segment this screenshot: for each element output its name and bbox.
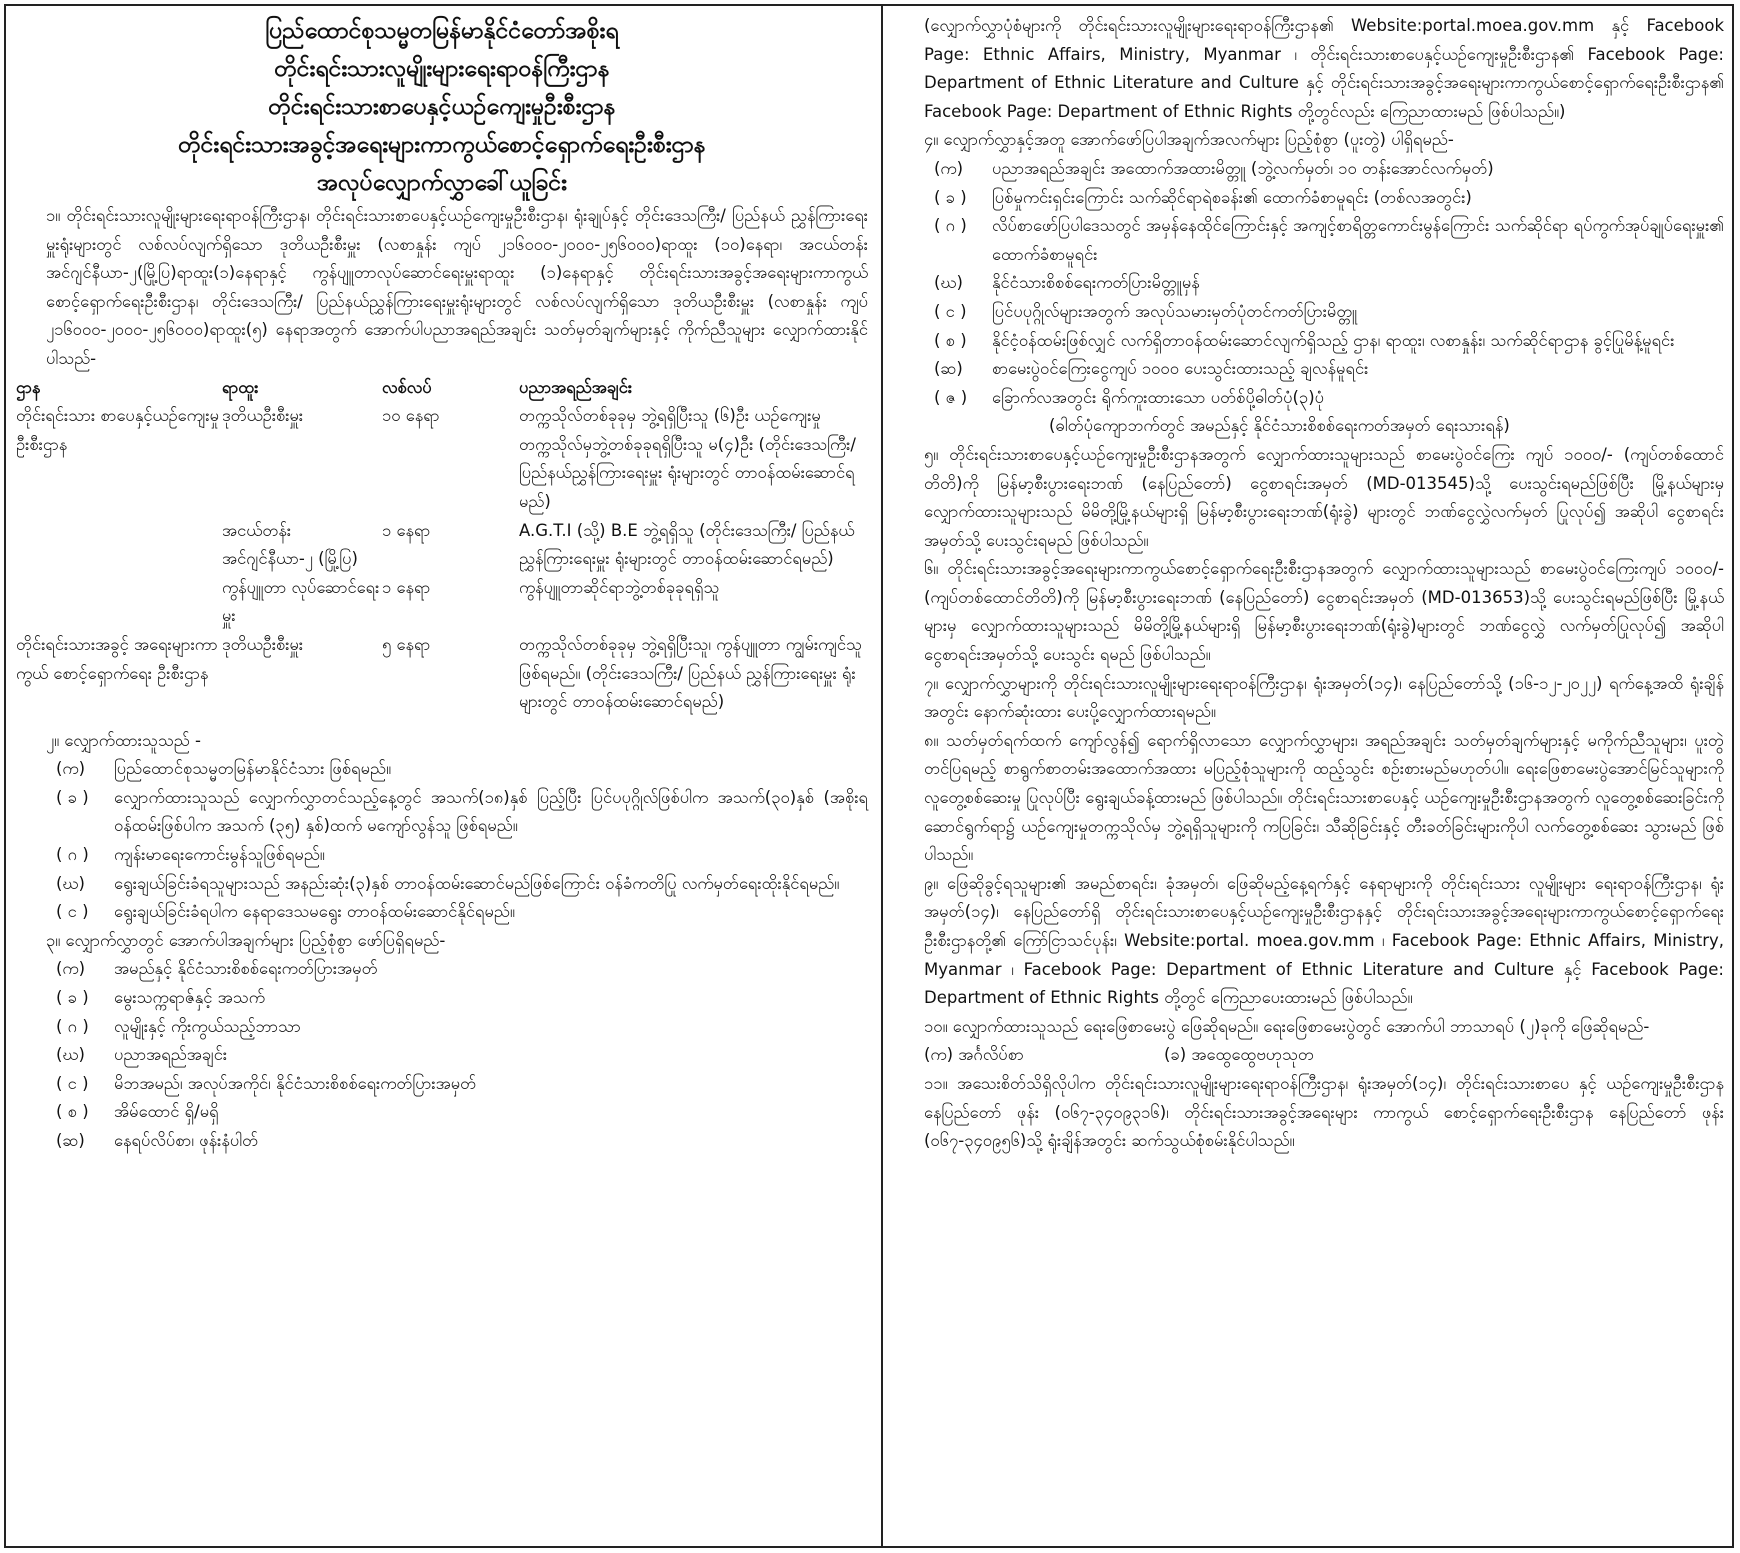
paragraph-6: ၆။ တိုင်းရင်းသားအခွင့်အရေးများကာကွယ်စောင့်ရှောက်ရေးဦးစီးဌာနအတွက် လျှောက်ထားသူများသည် စာမေးပွဲဝင်ကြေးကျပ် ၁၀၀၀/- (ကျပ်တစ်ထောင်တိတိ)ကို မြန်မာ့စီးပွားရေးဘဏ် (နေပြည်တော်) ငွေစာရင်းအမှတ် (MD-013653)သို့ ပေးသွင်းရမည်ဖြစ်ပြီး မြို့နယ်များမှ လျှောက်ထားသူများသည် မိမိတို့မြို့နယ်များရှိ မြန်မာ့စီးပွားရေးဘဏ်(ရုံးခွဲ)များတွင် ဘဏ်ငွေလွှဲ လက်မှတ်ပြုလုပ်၍ အဆိုပါ ငွေစာရင်းအမှတ်သို့ ပေးသွင်း ရမည် ဖြစ်ပါသည်။ [924, 559, 1724, 665]
item-marker: ( ခ ) [56, 787, 89, 807]
announcement-sheet [4, 4, 1734, 1548]
column-divider [881, 6, 883, 1546]
paragraph-3-intro: ၃။ လျှောက်လွှာတွင် အောက်ပါအချက်များ ပြည့်စုံစွာ ဖော်ပြရှိရမည်- [46, 930, 446, 950]
header-dept: ဌာန [16, 377, 41, 397]
item-marker: ( စ ) [934, 330, 967, 350]
item-marker: ( ဂ ) [56, 845, 89, 865]
item-text: ကျန်းမာရေးကောင်းမွန်သူဖြစ်ရမည်။ [114, 845, 325, 865]
header-block [16, 12, 868, 202]
list-item [16, 984, 868, 1013]
header-line: အလုပ်လျှောက်လွှာခေါ်ယူခြင်း [317, 170, 567, 196]
vacancy-table [16, 374, 868, 717]
item-marker: ( ခ ) [56, 988, 89, 1008]
table-row [16, 631, 868, 717]
item-text: မိဘအမည်၊ အလုပ်အကိုင်၊ နိုင်ငံသားစိစစ်ရေးကတ်ပြားအမှတ် [114, 1073, 477, 1093]
list-item [16, 1013, 868, 1042]
paragraph-9: ၉။ ဖြေဆိုခွင့်ရသူများ၏ အမည်စာရင်း၊ ခုံအမှတ်၊ ဖြေဆိုမည့်နေ့ရက်နှင့် နေရာများကို တိုင်းရင်းသား လူမျိုးများ ရေးရာဝန်ကြီးဌာန၊ ရုံးအမှတ်(၁၄)၊ နေပြည်တော်ရှိ တိုင်းရင်းသားစာပေနှင့်ယဉ်ကျေးမှုဦးစီးဌာနနှင့် တိုင်းရင်းသားအခွင့်အရေးများကာကွယ်စောင့်ရှောက်ရေးဦးစီးဌာနတို့၏ ကြော်ငြာသင်ပုန်း၊ Website:portal. moea.gov.mm ၊ Facebook Page: Ethnic Affairs, Ministry, Myanmar ၊ Facebook Page: Department of Ethnic Literature and Culture နှင့် Facebook Page: Department of Ethnic Rights တို့တွင် ကြေညာပေးထားမည် ဖြစ်ပါသည်။ [924, 873, 1724, 1008]
item-text: စာမေးပွဲဝင်ကြေးငွေကျပ် ၁၀၀၀ ပေးသွင်းထားသည့် ချလန်မူရင်း [992, 359, 1369, 379]
item-text: ပညာအရည်အချင်း အထောက်အထားမိတ္တူ (ဘွဲ့လက်မှတ်၊ ၁၀ တန်းအောင်လက်မှတ်) [992, 158, 1494, 178]
item-text: ရွေးချယ်ခြင်းခံရသူများသည် အနည်းဆုံး(၃)နှစ် တာဝန်ထမ်းဆောင်မည်ဖြစ်ကြောင်း ဝန်ခံကတိပြု လက်မှတ်ရေးထိုးနိုင်ရမည်။ [114, 873, 840, 893]
exam-subject: (ခ) အထွေထွေဗဟုသုတ [1164, 1045, 1314, 1065]
cell-dept: တိုင်းရင်းသား စာပေနှင့်ယဉ်ကျေးမှု ဦးစီးဌာန [16, 406, 220, 454]
header-line: တိုင်းရင်းသားအခွင့်အရေးများကာကွယ်စောင့်ရှောက်ရေးဦးစီးဌာန [178, 132, 706, 158]
header-line: တိုင်းရင်းသားလူမျိုးများရေးရာဝန်ကြီးဌာန [274, 56, 610, 82]
item-marker: (ဃ) [56, 1045, 85, 1065]
cell-dept [16, 574, 222, 631]
list-item [894, 355, 1724, 384]
paragraph-11: ၁၁။ အသေးစိတ်သိရှိလိုပါက တိုင်းရင်းသားလူမျိုးများရေးရာဝန်ကြီးဌာန၊ ရုံးအမှတ်(၁၄)၊ တိုင်းရင်းသားစာပေ နှင့် ယဉ်ကျေးမှုဦးစီးဌာန နေပြည်တော် ဖုန်း (၀၆၇-၃၄၀၉၃၁၆)၊ တိုင်းရင်းသားအခွင့်အရေးများ ကာကွယ် စောင့်ရှောက်ရေးဦးစီးဌာန နေပြည်တော် ဖုန်း (၀၆၇-၃၄၀၉၅၆)သို့ ရုံးချိန်အတွင်း ဆက်သွယ်စုံစမ်းနိုင်ပါသည်။ [924, 1073, 1724, 1151]
right-column [894, 12, 1724, 1156]
list-item [16, 841, 868, 870]
list-item [894, 384, 1724, 413]
item-text: အိမ်ထောင် ရှိ/မရှိ [114, 1102, 219, 1122]
list-item [16, 784, 868, 841]
cell-vacancy: ၁ နေရာ [382, 520, 431, 540]
table-row [16, 574, 868, 631]
cell-qualification: ကွန်ပျူတာဆိုင်ရာဘွဲ့တစ်ခုခုရရှိသူ [519, 577, 720, 597]
item-marker: ( င ) [56, 1073, 89, 1093]
cell-post: ဒုတိယဦးစီးမှူး [222, 406, 304, 426]
item-text: နေရပ်လိပ်စာ၊ ဖုန်းနံပါတ် [114, 1131, 259, 1150]
item-text: နိုင်ငံသားစိစစ်ရေးကတ်ပြားမိတ္တူမှန် [992, 273, 1200, 293]
paragraph-4-intro: ၄။ လျှောက်လွှာနှင့်အတူ အောက်ဖော်ပြပါအချက်အလက်များ ပြည့်စုံစွာ (ပူးတွဲ) ပါရှိရမည်- [924, 130, 1454, 150]
list-item [16, 1127, 868, 1156]
item-text: ပြစ်မှုကင်းရှင်းကြောင်း သက်ဆိုင်ရာရဲစခန်း၏ ထောက်ခံစာမူရင်း (တစ်လအတွင်း) [992, 187, 1472, 207]
cell-post: ကွန်ပျူတာ လုပ်ဆောင်ရေးမှူး [222, 577, 380, 626]
paragraph-5: ၅။ တိုင်းရင်းသားစာပေနှင့်ယဉ်ကျေးမှုဦးစီးဌာနအတွက် လျှောက်ထားသူများသည် စာမေးပွဲဝင်ကြေး ကျပ် ၁၀၀၀/- (ကျပ်တစ်ထောင်တိတိ)ကို မြန်မာ့စီးပွားရေးဘဏ် (နေပြည်တော်) ငွေစာရင်းအမှတ် (MD-013545)သို့ ပေးသွင်းရမည်ဖြစ်ပြီး မြို့နယ်များမှ လျှောက်ထားသူများသည် မိမိတို့မြို့နယ်များရှိ မြန်မာ့စီးပွားရေးဘဏ်(ရုံးခွဲ) များတွင် ဘဏ်ငွေလွှဲလက်မှတ် ပြုလုပ်၍ အဆိုပါ ငွေစာရင်းအမှတ်သို့ ပေးသွင်းရမည် ဖြစ်ပါသည်။ [924, 444, 1724, 550]
list-item [894, 298, 1724, 327]
cell-vacancy: ၅ နေရာ [382, 634, 431, 654]
item-marker: (ဃ) [934, 273, 963, 293]
left-column [16, 12, 868, 1156]
list-item [16, 870, 868, 899]
item-text: ခြောက်လအတွင်း ရိုက်ကူးထားသော ပတ်စ်ပို့ဓါတ်ပုံ(၃)ပုံ [992, 387, 1325, 407]
item-text: လူမျိုးနှင့် ကိုးကွယ်သည့်ဘာသာ [114, 1016, 301, 1036]
item-marker: ( ဂ ) [56, 1016, 89, 1036]
list-item [16, 1070, 868, 1099]
cell-qualification: A.G.T.I (သို့) B.E ဘွဲ့ရရှိသူ (တိုင်းဒေသကြီး/ ပြည်နယ် ညွှန်ကြားရေးမှူး ရုံးများတွင် တာဝန်ထမ်းဆောင်ရမည်) [519, 520, 855, 569]
exam-subjects [894, 1041, 1724, 1070]
table-header-row [16, 374, 868, 403]
item-marker: (ဆ) [56, 1131, 85, 1150]
table-row [16, 402, 868, 516]
cell-qualification: တက္ကသိုလ်တစ်ခုခုမှ ဘွဲ့ရရှိပြီးသူ (၆)ဦး ယဉ်ကျေးမှုတက္ကသိုလ်မှဘွဲ့တစ်ခုခုရရှိပြီးသူ မ(၄)ဦး (တိုင်းဒေသကြီး/ ပြည်နယ်ညွှန်ကြားရေးမှူး ရုံးများတွင် တာဝန်ထမ်းဆောင်ရမည်) [519, 406, 856, 511]
application-form-note: (လျှောက်လွှာပုံစံများကို တိုင်းရင်းသားလူမျိုးများရေးရာဝန်ကြီးဌာန၏ Website:portal.moea.gov.mm နှင့် Facebook Page: Ethnic Affairs, Ministry, Myanmar ၊ တိုင်းရင်းသားစာပေနှင့်ယဉ်ကျေးမှုဦးစီးဌာန၏ Facebook Page: Department of Ethnic Literature and Culture နှင့် တိုင်းရင်းသားအခွင့်အရေးများကာကွယ်စောင့်ရှောက်ရေးဦးစီးဌာန၏ Facebook Page: Department of Ethnic Rights တို့တွင်လည်း ကြေညာထားမည် ဖြစ်ပါသည်။) [924, 16, 1724, 121]
item-text: မွေးသက္ကရာဇ်နှင့် အသက် [114, 988, 265, 1008]
paragraph-1: ၁။ တိုင်းရင်းသားလူမျိုးများရေးရာဝန်ကြီးဌာန၊ တိုင်းရင်းသားစာပေနှင့်ယဉ်ကျေးမှုဦးစီးဌာန၊ ရုံးချုပ်နှင့် တိုင်းဒေသကြီး/ ပြည်နယ် ညွှန်ကြားရေးမှူးရုံးများတွင် လစ်လပ်လျက်ရှိသော ဒုတိယဦးစီးမှူး (လစာနှုန်း ကျပ် ၂၁၆၀၀၀-၂၀၀၀-၂၅၆၀၀၀)ရာထူး (၁၀)နေရာ၊ အငယ်တန်းအင်ဂျင်နီယာ-၂(မြို့ပြ)ရာထူး(၁)နေရာနှင့် ကွန်ပျူတာလုပ်ဆောင်ရေးမှူးရာထူး (၁)နေရာနှင့် တိုင်းရင်းသားအခွင့်အရေးများကာကွယ်စောင့်ရှောက်ရေးဦးစီးဌာန၊ တိုင်းဒေသကြီး/ ပြည်နယ်ညွှန်ကြားရေးမှူးရုံးများတွင် လစ်လပ်လျက်ရှိသော ဒုတိယဦးစီးမှူး (လစာနှုန်း ကျပ် ၂၁၆၀၀၀-၂၀၀၀-၂၅၆၀၀၀)ရာထူး(၅) နေရာအတွက် အောက်ပါပညာအရည်အချင်း သတ်မှတ်ချက်များနှင့် ကိုက်ညီသူများ လျှောက်ထားနိုင်ပါသည်- [46, 206, 868, 368]
cell-dept [16, 517, 222, 574]
list-item [16, 1098, 868, 1127]
list-item [894, 212, 1724, 269]
item-marker: (က) [934, 158, 964, 178]
item-marker: ( ခ ) [934, 187, 967, 207]
item-text: လျှောက်ထားသူသည် လျှောက်လွှာတင်သည့်နေ့တွင် အသက်(၁၈)နှစ် ပြည့်ပြီး ပြင်ပပုဂ္ဂိုလ်ဖြစ်ပါက အသက်(၃၀)နှစ် (အစိုးရဝန်ထမ်းဖြစ်ပါက အသက် (၃၅) နှစ်)ထက် မကျော်လွန်သူ ဖြစ်ရမည်။ [114, 787, 868, 836]
cell-vacancy: ၁၀ နေရာ [382, 406, 440, 426]
item-marker: ( စ ) [56, 1102, 89, 1122]
list-item [16, 955, 868, 984]
item-marker: (က) [56, 959, 86, 979]
item-marker: ( ဇ ) [934, 387, 968, 407]
header-post: ရာထူး [222, 377, 259, 397]
item-text: ပြည်ထောင်စုသမ္မတမြန်မာနိုင်ငံသား ဖြစ်ရမည်။ [114, 759, 391, 779]
header-line: တိုင်းရင်းသားစာပေနှင့်ယဉ်ကျေးမှုဦးစီးဌာန [268, 94, 616, 120]
item-text: ပညာအရည်အချင်း [114, 1045, 228, 1065]
cell-post: အငယ်တန်း အင်ဂျင်နီယာ-၂ (မြို့ပြ) [222, 520, 358, 569]
item-text: ပြင်ပပုဂ္ဂိုလ်များအတွက် အလုပ်သမားမှတ်ပုံတင်ကတ်ပြားမိတ္တူ [992, 301, 1358, 321]
header-vacancy: လစ်လပ် [382, 377, 432, 397]
paragraph-2-intro: ၂။ လျှောက်ထားသူသည် - [46, 730, 201, 750]
list-item [894, 184, 1724, 213]
cell-dept: တိုင်းရင်းသားအခွင့် အရေးများကာကွယ် စောင့်ရှောက်ရေး ဦးစီးဌာန [16, 634, 218, 683]
header-line: ပြည်ထောင်စုသမ္မတမြန်မာနိုင်ငံတော်အစိုးရ [265, 18, 619, 44]
list-item [894, 155, 1724, 184]
item-text: နိုင်ငံ့ဝန်ထမ်းဖြစ်လျှင် လက်ရှိတာဝန်ထမ်းဆောင်လျက်ရှိသည့် ဌာန၊ ရာထူး၊ လစာနှုန်း၊ သက်ဆိုင်ရာဌာန ခွင့်ပြုမိန့်မူရင်း [992, 330, 1675, 350]
table-row [16, 517, 868, 574]
item-marker: (ဃ) [56, 873, 85, 893]
list-item [16, 1041, 868, 1070]
cell-qualification: တက္ကသိုလ်တစ်ခုခုမှ ဘွဲ့ရရှိပြီးသူ၊ ကွန်ပျူတာ ကျွမ်းကျင်သူဖြစ်ရမည်။ (တိုင်းဒေသကြီး/ ပြည်နယ် ညွှန်ကြားရေးမှူး ရုံးများတွင် တာဝန်ထမ်းဆောင်ရမည်) [519, 634, 863, 712]
item-marker: ( ဂ ) [934, 216, 967, 236]
paragraph-8: ၈။ သတ်မှတ်ရက်ထက် ကျော်လွန်၍ ရောက်ရှိလာသော လျှောက်လွှာများ၊ အရည်အချင်း သတ်မှတ်ချက်များနှင့် မကိုက်ညီသူများ၊ ပူးတွဲတင်ပြရမည့် စာရွက်စာတမ်းအထောက်အထား မပြည့်စုံသူများကို ထည့်သွင်း စဉ်းစားမည်မဟုတ်ပါ။ ရေးဖြေစာမေးပွဲအောင်မြင်သူများကို လူတွေ့စစ်ဆေးမှု ပြုလုပ်ပြီး ရွေးချယ်ခန့်ထားမည် ဖြစ်ပါသည်။ တိုင်းရင်းသားစာပေနှင့် ယဉ်ကျေးမှုဦးစီးဌာနအတွက် လူတွေ့စစ်ဆေးခြင်းကို ဆောင်ရွက်ရာ၌ ယဉ်ကျေးမှုတက္ကသိုလ်မှ ဘွဲ့ရရှိသူများကို ကပြခြင်း၊ သီဆိုခြင်းနှင့် တီးခတ်ခြင်းများကိုပါ လက်တွေ့စစ်ဆေး သွားမည် ဖြစ်ပါသည်။ [924, 730, 1724, 865]
photo-note: (ဓါတ်ပုံကျောဘက်တွင် အမည်နှင့် နိုင်ငံသားစိစစ်ရေးကတ်အမှတ် ရေးသားရန်) [1049, 416, 1510, 436]
item-marker: (က) [56, 759, 86, 779]
item-marker: ( င ) [934, 301, 967, 321]
list-item [894, 327, 1724, 356]
header-qualification: ပညာအရည်အချင်း [519, 377, 633, 397]
list-item [16, 898, 868, 927]
list-item [16, 755, 868, 784]
item-text: အမည်နှင့် နိုင်ငံသားစိစစ်ရေးကတ်ပြားအမှတ် [114, 959, 378, 979]
item-text: လိပ်စာဖော်ပြပါဒေသတွင် အမှန်နေထိုင်ကြောင်းနှင့် အကျင့်စာရိတ္တကောင်းမွန်ကြောင်း သက်ဆိုင်ရာ ရပ်ကွက်အုပ်ချုပ်ရေးမှူး၏ ထောက်ခံစာမူရင်း [992, 216, 1724, 264]
paragraph-10: ၁၀။ လျှောက်ထားသူသည် ရေးဖြေစာမေးပွဲ ဖြေဆိုရမည်။ ရေးဖြေစာမေးပွဲတွင် အောက်ပါ ဘာသာရပ် (၂)ခုကို ဖြေဆိုရမည်- [924, 1016, 1650, 1036]
item-marker: ( င ) [56, 902, 89, 922]
exam-subject: (က) အင်္ဂလိပ်စာ [924, 1045, 1024, 1065]
item-text: ရွေးချယ်ခြင်းခံရပါက နေရာဒေသမရွေး တာဝန်ထမ်းဆောင်နိုင်ရမည်။ [114, 902, 515, 922]
list-item [894, 269, 1724, 298]
cell-vacancy: ၁ နေရာ [382, 577, 431, 597]
paragraph-7: ၇။ လျှောက်လွှာများကို တိုင်းရင်းသားလူမျိုးများရေးရာဝန်ကြီးဌာန၊ ရုံးအမှတ်(၁၄)၊ နေပြည်တော်သို့ (၁၆-၁၂-၂၀၂၂) ရက်နေ့အထိ ရုံးချိန်အတွင်း နောက်ဆုံးထား ပေးပို့လျှောက်ထားရမည်။ [924, 673, 1724, 722]
item-marker: (ဆ) [934, 359, 963, 379]
cell-post: ဒုတိယဦးစီးမှူး [222, 634, 304, 654]
